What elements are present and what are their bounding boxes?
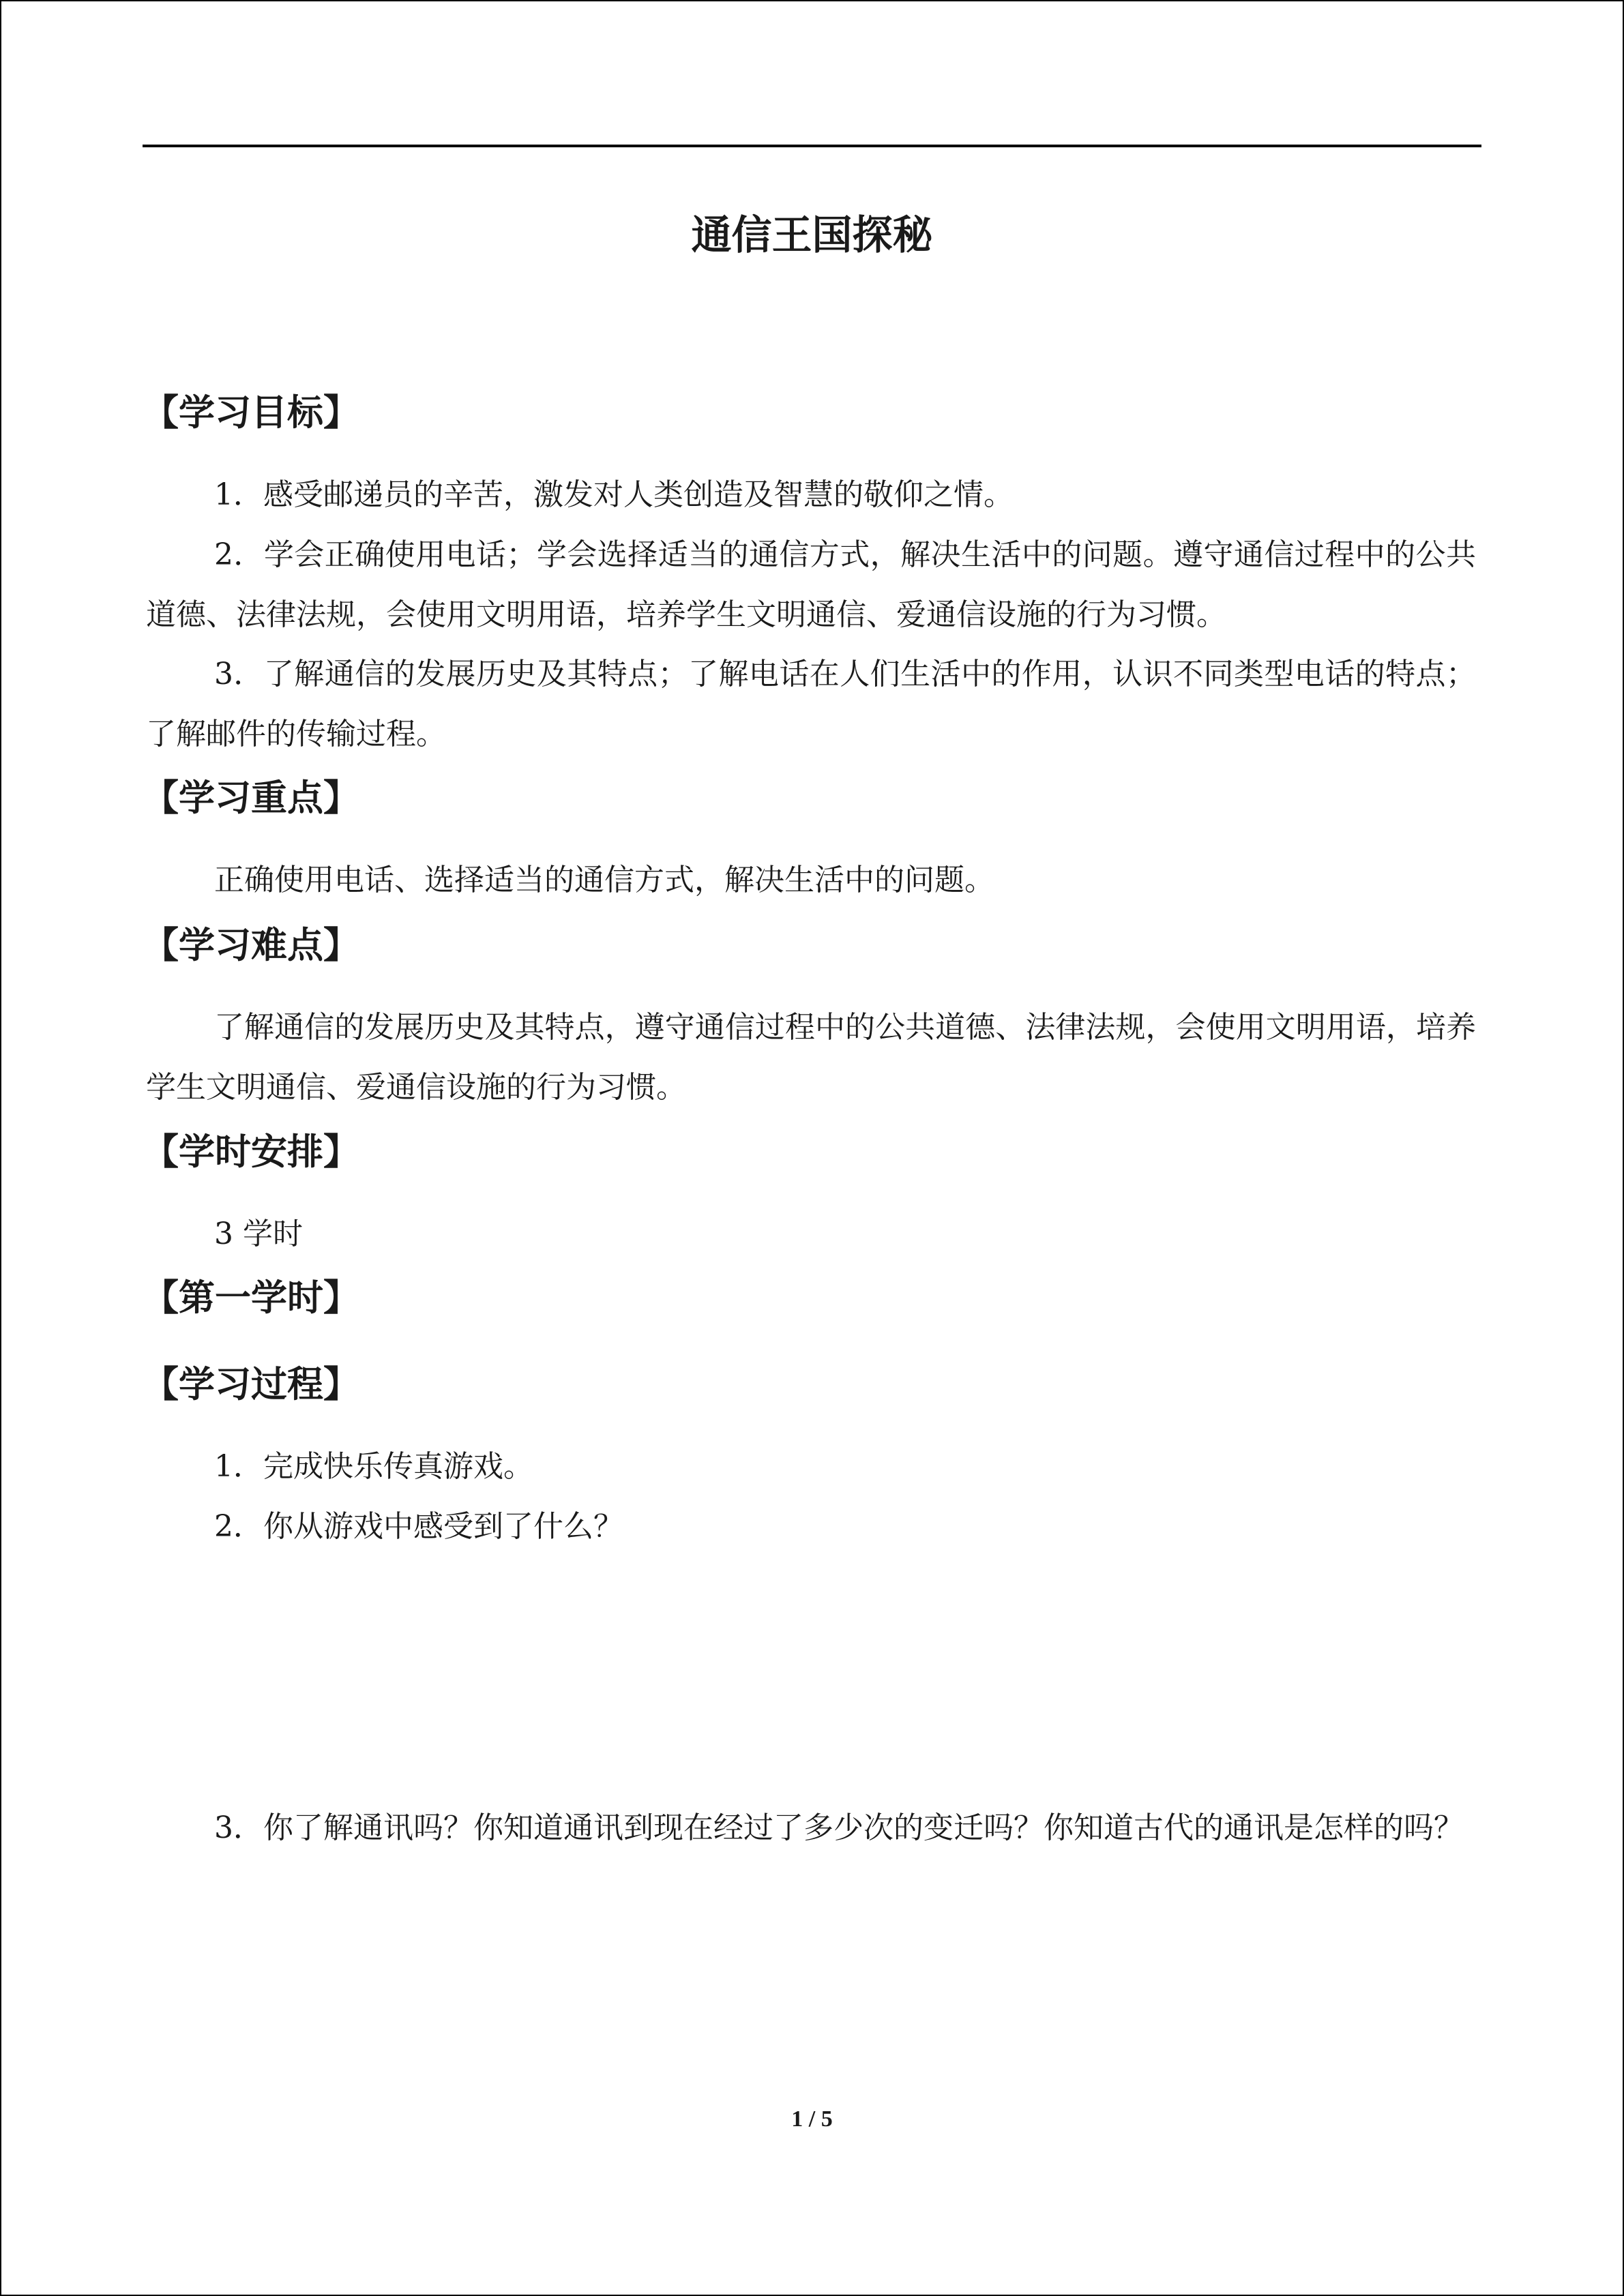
section-heading-learning-objectives: 【学习目标】 bbox=[143, 392, 359, 434]
section-heading-key-points: 【学习重点】 bbox=[143, 777, 359, 819]
section-heading-first-period: 【第一学时】 bbox=[143, 1277, 359, 1319]
page-number: 1 / 5 bbox=[791, 2106, 833, 2132]
difficulties-text: 了解通信的发展历史及其特点，遵守通信过程中的公共道德、法律法规，会使用文明用语，培养学生文明通信、爱通信设施的行为习惯。 bbox=[146, 1010, 1476, 1105]
objective-item-1: 1．感受邮递员的辛苦，激发对人类创造及智慧的敬仰之情。 bbox=[214, 477, 1014, 512]
process-item-2: 2．你从游戏中感受到了什么？ bbox=[214, 1509, 623, 1544]
objective-item-3: 3．了解通信的发展历史及其特点；了解电话在人们生活中的作用，认识不同类型电话的特点；了解邮件的传输过程。 bbox=[146, 657, 1476, 751]
process-item-3: 3．你了解通讯吗？你知道通讯到现在经过了多少次的变迁吗？你知道古代的通讯是怎样的吗？ bbox=[214, 1810, 1464, 1845]
key-points-text: 正确使用电话、选择适当的通信方式，解决生活中的问题。 bbox=[214, 863, 994, 897]
section-heading-learning-process: 【学习过程】 bbox=[143, 1364, 359, 1405]
section-heading-schedule: 【学时安排】 bbox=[143, 1131, 359, 1173]
header-rule bbox=[143, 145, 1481, 147]
objective-item-2: 2．学会正确使用电话；学会选择适当的通信方式，解决生活中的问题。遵守通信过程中的公共道德、法律法规，会使用文明用语，培养学生文明通信、爱通信设施的行为习惯。 bbox=[146, 537, 1476, 632]
process-item-1: 1．完成快乐传真游戏。 bbox=[214, 1449, 533, 1484]
document-title: 通信王国探秘 bbox=[691, 211, 933, 258]
schedule-text: 3 学时 bbox=[214, 1217, 303, 1251]
section-heading-difficulties: 【学习难点】 bbox=[143, 925, 359, 966]
